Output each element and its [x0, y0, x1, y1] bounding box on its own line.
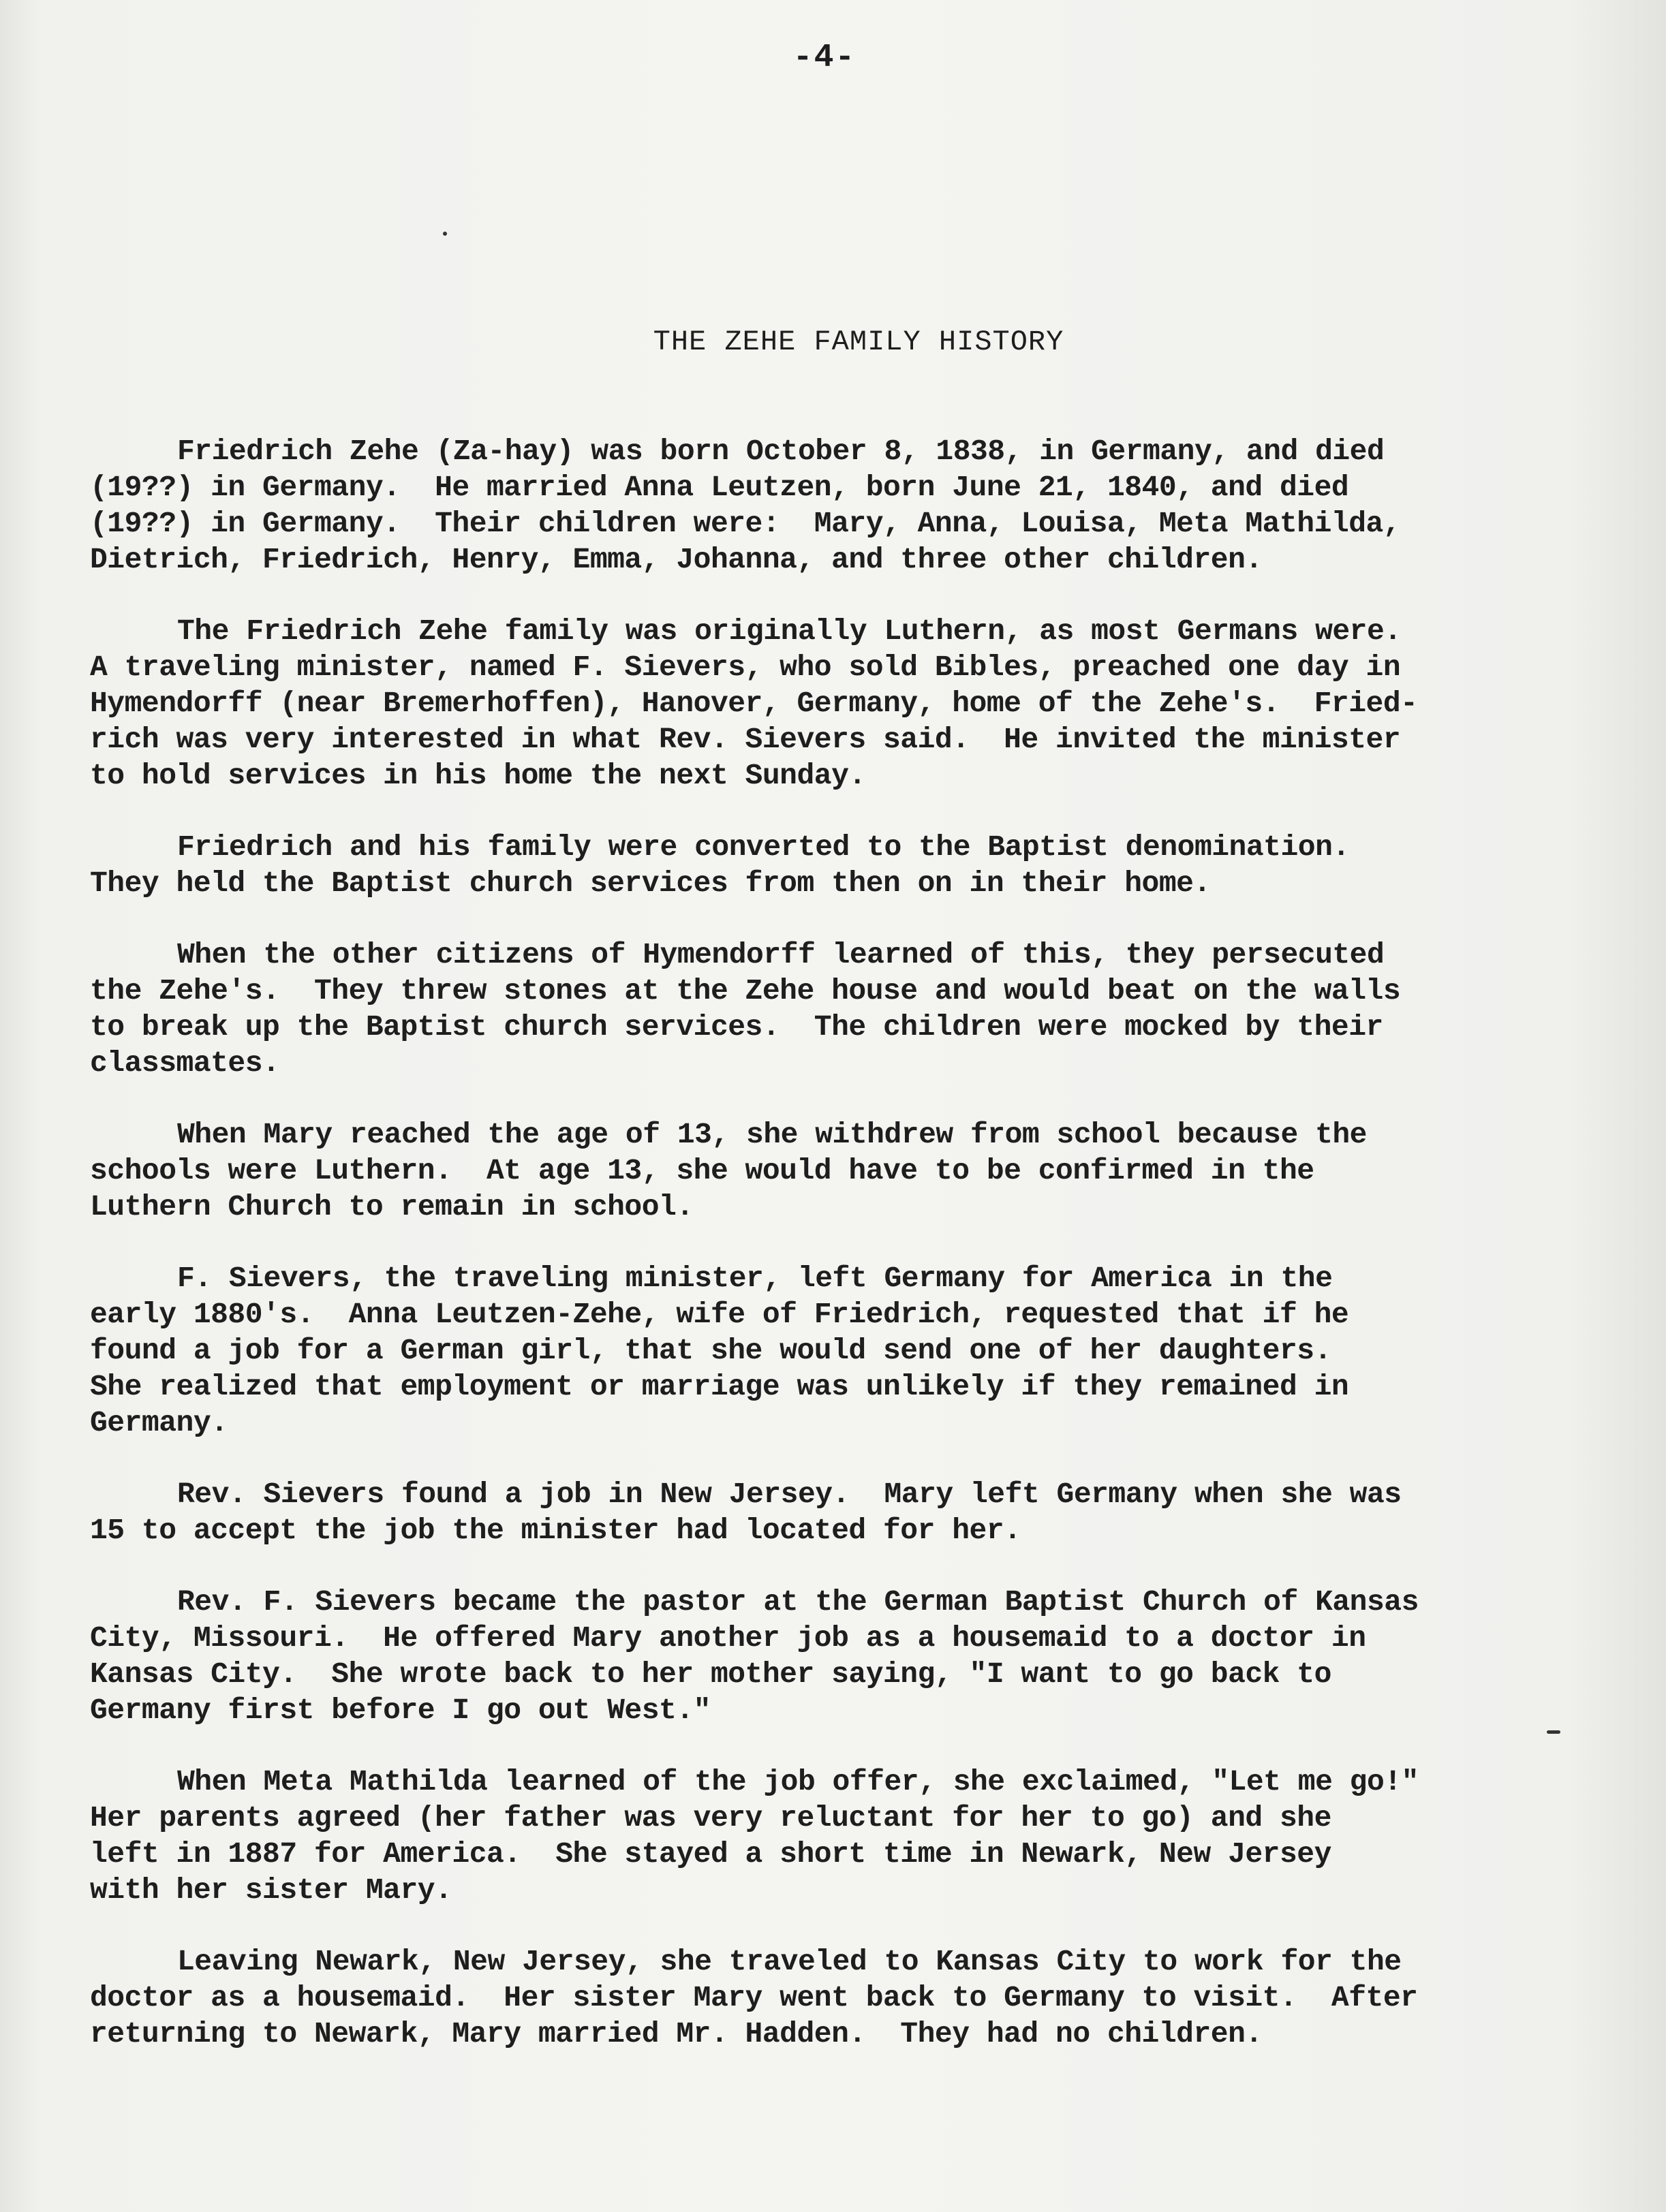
text-line: classmates. — [90, 1046, 280, 1080]
text-line: Germany first before I go out West." — [90, 1694, 711, 1727]
text-line: schools were Luthern. At age 13, she would have to be confirmed in the — [90, 1154, 1314, 1187]
text-line: to break up the Baptist church services. The children were mocked by their — [90, 1010, 1383, 1044]
paragraph — [90, 1476, 1494, 1548]
text-line: When Mary reached the age of 13, she withdrew from school because the — [177, 1118, 1367, 1151]
text-line: returning to Newark, Mary married Mr. Hadden. They had no children. — [90, 2017, 1263, 2051]
text-line: When Meta Mathilda learned of the job offer, she exclaimed, "Let me go!" — [177, 1765, 1419, 1798]
text-line: Her parents agreed (her father was very reluctant for her to go) and she — [90, 1801, 1331, 1835]
text-line: The Friedrich Zehe family was originally Luthern, as most Germans were. — [177, 614, 1402, 648]
ink-speck — [443, 232, 447, 236]
document-title: THE ZEHE FAMILY HISTORY — [653, 326, 1064, 358]
text-line: A traveling minister, named F. Sievers, who sold Bibles, preached one day in — [90, 651, 1401, 684]
text-line: with her sister Mary. — [90, 1873, 452, 1907]
text-line: 15 to accept the job the minister had located for her. — [90, 1514, 1021, 1547]
text-line: When the other citizens of Hymendorff learned of this, they persecuted — [177, 938, 1385, 971]
text-line: Friedrich and his family were converted to the Baptist denomination. — [177, 830, 1350, 864]
text-line: to hold services in his home the next Sunday. — [90, 759, 866, 792]
text-line: They held the Baptist church services from then on in their home. — [90, 867, 1211, 900]
text-line: Leaving Newark, New Jersey, she traveled to Kansas City to work for the — [177, 1945, 1402, 1978]
paragraph — [90, 1260, 1494, 1441]
paragraph — [90, 433, 1494, 578]
paragraph — [90, 1117, 1494, 1225]
text-line: Friedrich Zehe (Za-hay) was born October 8, 1838, in Germany, and died — [177, 435, 1385, 468]
document-body — [90, 433, 1494, 2087]
text-line: rich was very interested in what Rev. Sievers said. He invited the minister — [90, 723, 1401, 756]
text-line: (19??) in Germany. He married Anna Leutzen, born June 21, 1840, and died — [90, 471, 1349, 504]
paragraph — [90, 1764, 1494, 1908]
text-line: the Zehe's. They threw stones at the Zehe house and would beat on the walls — [90, 974, 1401, 1008]
text-line: left in 1887 for America. She stayed a short time in Newark, New Jersey — [90, 1837, 1331, 1871]
text-line: doctor as a housemaid. Her sister Mary went back to Germany to visit. After — [90, 1981, 1418, 2014]
text-line: Dietrich, Friedrich, Henry, Emma, Johanna, and three other children. — [90, 543, 1263, 576]
margin-mark — [1547, 1730, 1560, 1734]
text-line: Rev. Sievers found a job in New Jersey. Mary left Germany when she was — [177, 1478, 1402, 1511]
text-line: (19??) in Germany. Their children were: Mary, Anna, Louisa, Meta Mathilda, — [90, 507, 1401, 540]
text-line: City, Missouri. He offered Mary another job as a housemaid to a doctor in — [90, 1621, 1366, 1655]
page-number: -4- — [792, 40, 857, 76]
text-line: F. Sievers, the traveling minister, left Germany for America in the — [177, 1262, 1333, 1295]
paragraph — [90, 1584, 1494, 1728]
paragraph — [90, 937, 1494, 1081]
text-line: Luthern Church to remain in school. — [90, 1190, 694, 1224]
paragraph — [90, 829, 1494, 901]
paragraph — [90, 613, 1494, 794]
text-line: She realized that employment or marriage was unlikely if they remained in — [90, 1370, 1349, 1403]
text-line: early 1880's. Anna Leutzen-Zehe, wife of Friedrich, requested that if he — [90, 1298, 1349, 1331]
text-line: Hymendorff (near Bremerhoffen), Hanover, Germany, home of the Zehe's. Fried- — [90, 687, 1418, 720]
text-line: Rev. F. Sievers became the pastor at the German Baptist Church of Kansas — [177, 1585, 1419, 1619]
text-line: Kansas City. She wrote back to her mother saying, "I want to go back to — [90, 1657, 1331, 1691]
text-line: found a job for a German girl, that she would send one of her daughters. — [90, 1334, 1331, 1367]
text-line: Germany. — [90, 1406, 228, 1439]
paragraph — [90, 1944, 1494, 2052]
